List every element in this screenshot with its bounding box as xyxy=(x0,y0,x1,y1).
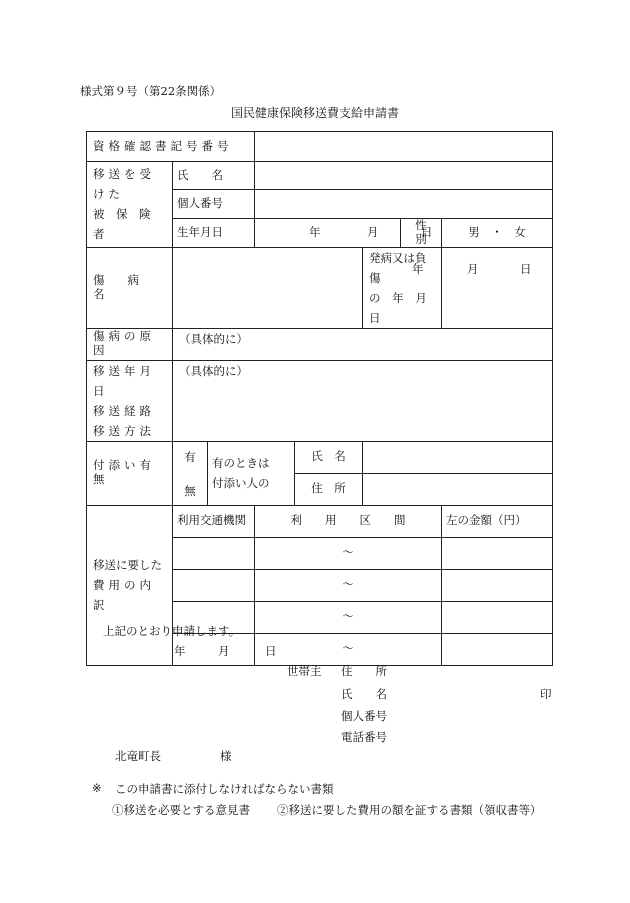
qual-number-label: 資格確認書記号番号 xyxy=(87,132,255,162)
date-month: 月 xyxy=(218,644,230,658)
cost-header-section: 利 用 区 間 xyxy=(255,505,442,537)
addressee: 北竜町長 xyxy=(115,749,161,763)
cost-header-amount: 左の金額（円） xyxy=(442,505,553,537)
attendant-address-label: 住 所 xyxy=(295,473,363,505)
section-field[interactable]: ～ xyxy=(255,569,442,601)
form-title: 国民健康保険移送費支給申請書 xyxy=(230,106,399,120)
attendant-label: 付添い有無 xyxy=(87,441,173,505)
disease-name-field[interactable] xyxy=(173,247,363,328)
transfer-info-label: 移送年月日 移送経路 移送方法 xyxy=(87,360,173,441)
form-number: 様式第９号（第22条関係） xyxy=(80,84,222,98)
date-year: 年 xyxy=(174,644,186,658)
insured-person-label: 移送を受けた 被 保 険 者 xyxy=(87,162,173,248)
attachment-1: ①移送を必要とする意見書 xyxy=(112,803,250,817)
amount-field[interactable] xyxy=(442,537,553,569)
personal-number-label: 個人番号 xyxy=(173,190,255,219)
amount-field[interactable] xyxy=(442,633,553,665)
name-label: 氏 名 xyxy=(173,162,255,190)
birthdate-field[interactable]: 年 月 日 xyxy=(255,219,401,248)
sex-options[interactable]: 男 ・ 女 xyxy=(442,219,553,248)
transport-field[interactable] xyxy=(173,569,255,601)
attendant-address-field[interactable] xyxy=(363,473,553,505)
householder-name-label: 氏 名 xyxy=(341,687,387,701)
householder-label: 世帯主 xyxy=(287,664,322,678)
birthdate-label: 生年月日 xyxy=(173,219,255,248)
transport-field[interactable] xyxy=(173,537,255,569)
attendant-name-label: 氏 名 xyxy=(295,441,363,473)
attendant-name-field[interactable] xyxy=(363,441,553,473)
section-field[interactable]: ～ xyxy=(255,537,442,569)
onset-date-label: 発病又は負傷 の 年 月 日 xyxy=(363,247,442,328)
disease-name-label: 傷 病 名 xyxy=(87,247,173,328)
name-field[interactable] xyxy=(255,162,553,190)
seal-mark: 印 xyxy=(540,687,552,701)
transfer-info-field[interactable]: （具体的に） xyxy=(173,360,553,441)
cost-header-transport: 利用交通機関 xyxy=(173,505,255,537)
section-field[interactable]: ～ xyxy=(255,633,442,665)
date-day: 日 xyxy=(265,644,277,658)
householder-phone-label: 電話番号 xyxy=(341,730,387,744)
note-mark: ※ xyxy=(92,781,102,795)
disease-cause-field[interactable]: （具体的に） xyxy=(173,328,553,360)
householder-address-label: 住 所 xyxy=(341,664,387,678)
amount-field[interactable] xyxy=(442,601,553,633)
cost-breakdown-label: 移送に要した 費用の内訳 xyxy=(87,505,173,665)
attendant-if-label: 有のときは 付添い人の xyxy=(208,441,295,505)
attendant-yes-no[interactable]: 有 無 xyxy=(173,441,208,505)
section-field[interactable]: ～ xyxy=(255,601,442,633)
qual-number-field[interactable] xyxy=(255,132,553,162)
disease-cause-label: 傷病の原因 xyxy=(87,328,173,360)
application-statement: 上記のとおり申請します。 xyxy=(103,624,241,638)
note-title: この申請書に添付しなければならない書類 xyxy=(115,782,334,796)
personal-number-field[interactable] xyxy=(255,190,553,219)
onset-date-field[interactable]: 年 月 日 xyxy=(442,247,553,328)
amount-field[interactable] xyxy=(442,569,553,601)
attachment-2: ②移送に要した費用の額を証する書類（領収書等） xyxy=(277,803,542,817)
householder-personal-number-label: 個人番号 xyxy=(341,709,387,723)
sex-label: 性 別 xyxy=(401,219,442,248)
application-table xyxy=(86,131,553,666)
honorific: 様 xyxy=(220,749,232,763)
